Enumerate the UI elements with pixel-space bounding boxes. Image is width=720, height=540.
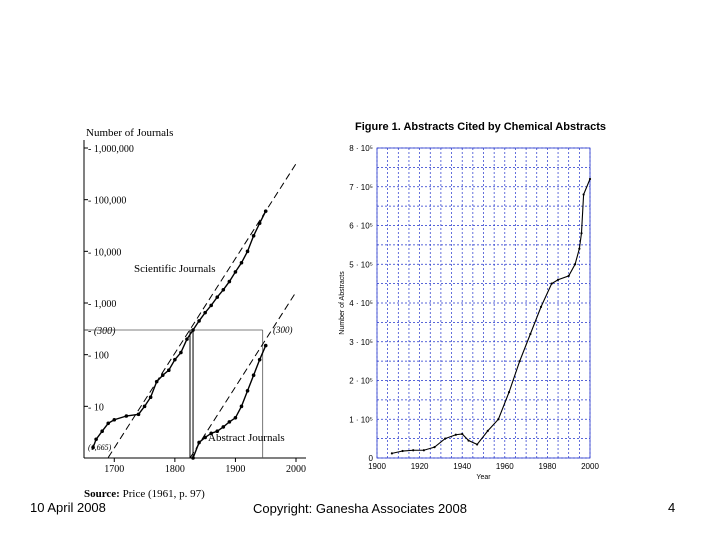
abstracts-cited-point [551,283,553,285]
right-series [391,178,591,455]
abstract-journals-point [228,420,232,424]
abstract-journals-point [203,436,207,440]
abstracts-cited-point [529,333,531,335]
scientific-journals-point [106,421,110,425]
abstracts-cited-point [391,452,393,454]
abstract-journals-point [264,344,268,348]
abstract-journals-point [197,441,201,445]
right-y-tick-label: 3 · 10⁵ [349,337,373,347]
right-y-axis-title: Number of Abstracts [339,271,346,335]
scientific-journals-point [203,311,207,315]
abstract-journals-point [258,358,262,362]
abstracts-cited-point [476,443,478,445]
right-300-annotation: (300) [273,325,293,335]
source-label: Source: [84,488,120,500]
scientific-journals-point [143,405,147,409]
scientific-journals-point [167,368,171,372]
scientific-journals-point [228,280,232,284]
scientific-journals-point [185,337,189,341]
scientific-journals-point [100,429,104,433]
abstracts-cited-point [557,279,559,281]
scientific-journals-point [264,209,268,213]
left-y-tick-label: - 1,000 [88,299,117,310]
abstract-journals-point [222,425,226,429]
left-x-tick-label: 1700 [104,464,125,475]
abstracts-cited-point [412,449,414,451]
abstracts-cited-point [540,306,542,308]
left-y-tick-label: - 100 [88,350,109,362]
scientific-journals-point [155,380,159,384]
abstracts-cited-point [508,391,510,393]
abstracts-cited-point [580,232,582,234]
abstracts-cited-point [401,450,403,452]
left-y-tick-label: - 1,000,000 [88,144,134,155]
scientific-journals-point [149,395,153,399]
abstracts-cited-point [433,446,435,448]
left-y-tick-label: - (300) [88,326,116,338]
scientific-journals-point [125,414,129,418]
right-y-tick-label: 1 · 10⁵ [349,415,373,425]
scientific-journals-point [234,270,238,274]
right-chart-title: Figure 1. Abstracts Cited by Chemical Abstracts [355,121,607,133]
right-x-ticks [368,462,599,471]
right-y-ticks [349,144,373,463]
start-year-annotation: (1,665) [88,443,112,452]
right-x-axis-title: Year [476,474,491,481]
abstract-journals-point [246,389,250,393]
scientific-journals-point [137,413,141,417]
abstracts-cited-point [583,193,585,195]
left-guide-lines [84,164,296,458]
abstracts-cited-point [423,449,425,451]
scientific-journals-point [258,221,262,225]
abstract-journals-point [191,456,195,460]
scientific-journals-point [197,319,201,323]
right-x-tick-label: 1940 [453,462,472,471]
scientific-journals-point [209,304,213,308]
footer-date: 10 April 2008 [30,500,106,515]
scientific-journals-point [222,288,226,292]
source-text: Price (1961, p. 97) [119,488,205,500]
right-x-tick-label: 1900 [368,462,386,471]
right-y-tick-label: 0 [368,454,373,463]
abstracts-cited-point [467,439,469,441]
abstracts-cited-line [392,179,590,453]
left-y-tick-label: - 10 [88,402,104,414]
scientific-journals-point [173,358,177,362]
scientific-journals-point [191,328,195,332]
right-y-tick-label: 8 · 10⁵ [349,144,373,153]
abstracts-cited-point [519,360,521,362]
abstracts-cited-point [461,433,463,435]
right-y-tick-label: 2 · 10⁵ [349,376,373,386]
right-y-tick-label: 5 · 10⁵ [349,260,373,270]
scientific-journals-point [246,250,250,254]
right-grid [377,148,590,458]
abstract-journals-label: Abstract Journals [208,432,285,444]
left-x-ticks [104,458,306,475]
abstracts-cited-point [455,434,457,436]
abstracts-cited-point [497,418,499,420]
abstracts-cited-point [444,438,446,440]
abstracts-cited-point [487,430,489,432]
scientific-journals-point [161,373,165,377]
right-x-tick-label: 1920 [410,462,429,471]
scientific-journals-point [215,295,219,299]
scientific-journals-label: Scientific Journals [134,263,216,275]
scientific-journals-point [94,438,98,442]
left-x-tick-label: 1800 [164,464,185,475]
left-x-tick-label: 1900 [225,464,246,475]
left-x-tick-label: 2000 [286,464,306,475]
right-y-tick-label: 6 · 10⁵ [349,221,373,231]
abstracts-cited-point [568,275,570,277]
abstract-journals-point [240,405,244,409]
abstracts-cited-point [578,248,580,250]
source-citation [84,488,205,500]
right-x-tick-label: 2000 [581,462,599,471]
abstract-journals-point [234,416,238,420]
scientific-journals-point [112,418,116,422]
right-y-tick-label: 7 · 10⁵ [349,182,373,192]
scientific-journals-point [252,234,256,238]
abstracts-cited-point [574,263,576,265]
left-axes [84,140,306,458]
scientific-journals-point [240,261,244,265]
right-y-tick-label: 4 · 10⁵ [349,299,373,308]
right-x-tick-label: 1980 [538,462,557,471]
left-y-ticks [84,144,134,413]
chemical-abstracts-chart [330,110,630,490]
left-y-tick-label: - 10,000 [88,247,122,259]
abstracts-cited-point [589,178,591,180]
left-y-axis-title: Number of Journals [86,127,174,139]
left-scientific-trend-line [108,164,296,458]
scientific-journals-point [179,351,183,355]
abstract-journals-point [252,373,256,377]
right-x-tick-label: 1960 [495,462,514,471]
footer-page-number: 4 [668,500,676,515]
journals-log-chart [0,0,340,540]
left-y-tick-label: - 100,000 [88,195,127,207]
footer-copyright: Copyright: Ganesha Associates 2008 [253,501,467,516]
